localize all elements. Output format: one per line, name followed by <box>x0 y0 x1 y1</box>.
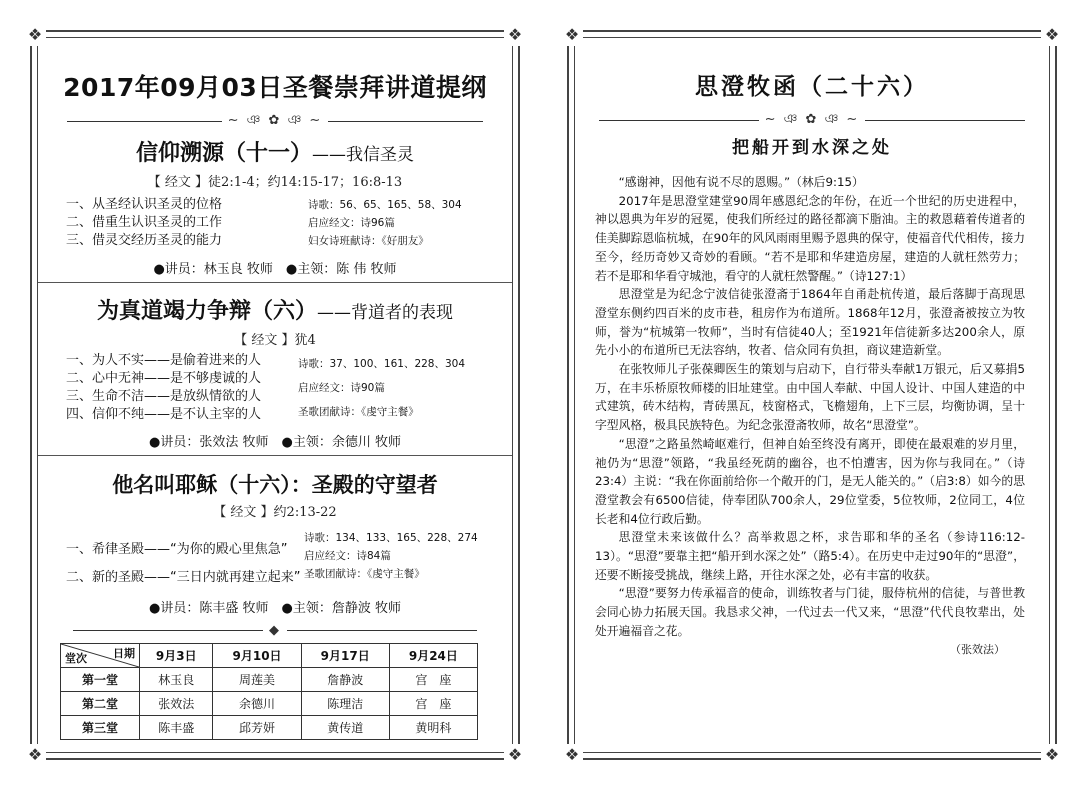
table-cell: 张效法 <box>140 692 213 716</box>
speaker-line-2: ●讲员：张效法 牧师 ●主领：余德川 牧师 <box>149 435 401 450</box>
scripture-ref-3: 【 经文 】约2:13-22 <box>213 505 337 520</box>
paragraph: 思澄堂是为纪念宁波信徒张澄斋于1864年自甬赴杭传道，最后落脚于高现思澄堂东侧约四百米的皮市巷，租房作为布道所。1868年12月，张澄斋被按立为牧师，誉为“杭城第一牧师”，当时有信徒40人；至1921年信徒新多达200余人，原先小小的布道所已无法容纳，牧者、信众同有负担，商议建造新堂。 <box>595 287 1025 358</box>
responsive-reading: 启应经文：诗84篇 <box>304 550 391 562</box>
worship-info-3 <box>304 529 478 583</box>
scripture-ref-1: 【 经文 】徒2:1-4；约14:15-17；16:8-13 <box>147 175 403 190</box>
sermon-point: 三、借灵交经历圣灵的能力 <box>66 233 223 248</box>
sermon-point: 二、新的圣殿——“三日内就再建立起来” <box>66 570 301 585</box>
worship-info-1 <box>308 196 462 250</box>
date-header: 9月10日 <box>213 644 301 668</box>
table-cell: 周莲美 <box>213 668 301 692</box>
letter-subtitle: 把船开到水深之处 <box>732 138 892 158</box>
corner-ornament-icon: ❖ <box>24 744 46 766</box>
sermon-point: 二、借重生认识圣灵的工作 <box>66 215 223 230</box>
corner-ornament-icon: ❖ <box>24 24 46 46</box>
corner-ornament-icon: ❖ <box>504 744 526 766</box>
choir-anthem: 圣歌团献诗：《虔守主餐》 <box>304 568 425 580</box>
paragraph: 在张牧师儿子张葆卿医生的策划与启动下，自行带头奉献1万银元，后又募捐5万，在丰乐桥原牧师楼的旧址建堂。由中国人奉献、中国人设计、中国人建造的中式建筑，砖木结构，青砖黑瓦，枝窗格式，飞檐翅角，上下三层，均衡协调，呈十字型风格，极具民族特色。为纪念张澄斋牧师，故名“思澄堂”。 <box>595 362 1025 433</box>
date-header: 9月3日 <box>140 644 213 668</box>
bottom-ornament <box>30 620 520 639</box>
speaker-line-3: ●讲员：陈丰盛 牧师 ●主领：詹静波 牧师 <box>149 601 401 616</box>
table-cell: 黄传道 <box>301 716 389 740</box>
corner-ornament-icon: ❖ <box>561 744 583 766</box>
paragraph: 思澄堂未来该做什么？高举救恩之杯，求告耶和华的圣名（参诗116:12-13）。“思澄”要靠主把“船开到水深之处”（路5:4）。在历史中走过90年的“思澄”，还要不断接受挑战，继续上路，开往水深之处，必有丰富的收获。 <box>595 530 1025 582</box>
table-header-row <box>61 644 478 668</box>
table-cell: 宫 座 <box>389 668 477 692</box>
ornament-icon: ~ ঞ ✿ ঞ ~ <box>764 112 860 127</box>
sermon-points-3 <box>66 536 300 592</box>
corner-ornament-icon: ❖ <box>1041 24 1063 46</box>
hymn-list: 诗歌：134、133、165、228、274 <box>304 532 478 544</box>
sermon-title-3: 他名叫耶稣（十六）：圣殿的守望者 <box>112 473 438 497</box>
table-cell: 陈丰盛 <box>140 716 213 740</box>
responsive-reading: 启应经文：诗90篇 <box>298 382 385 394</box>
corner-ornament-icon: ❖ <box>1041 744 1063 766</box>
service-label: 第二堂 <box>61 692 140 716</box>
preacher-schedule-table <box>60 643 478 740</box>
paragraph: “思澄”之路虽然崎岖难行，但神自始至终没有离开，即使在最艰难的岁月里，祂仍为“思澄”领路，“我虽经死荫的幽谷，也不怕遭害，因为你与我同在。”（诗23:4）主说：“我在你面前给你一个敞开的门，是无人能关的。”（启3:8）如今的思澄堂教会有6500信徒，侍奉团队700余人，29位堂委，5位牧师，2位同工，4位长老和4位行政后勤。 <box>595 436 1025 526</box>
sermon-title-1: 信仰溯源（十一）——我信圣灵 <box>135 141 414 166</box>
table-row <box>61 716 478 740</box>
date-header: 9月17日 <box>301 644 389 668</box>
table-cell: 黄明科 <box>389 716 477 740</box>
table-cell: 陈理洁 <box>301 692 389 716</box>
sermon-points-2 <box>66 352 261 424</box>
service-label: 第一堂 <box>61 668 140 692</box>
service-label: 第三堂 <box>61 716 140 740</box>
letter-body <box>595 173 1025 659</box>
hymn-list: 诗歌：37、100、161、228、304 <box>298 358 466 370</box>
sermon-point: 一、为人不实——是偷着进来的人 <box>66 353 262 368</box>
responsive-reading: 启应经文：诗96篇 <box>308 217 395 229</box>
corner-ornament-icon: ❖ <box>561 24 583 46</box>
sermon-point: 四、信仰不纯——是不认主宰的人 <box>66 407 262 422</box>
pastoral-letter-title: 思澄牧函（二十六） <box>695 74 929 100</box>
speaker-line-1: ●讲员：林玉良 牧师 ●主领：陈 伟 牧师 <box>153 262 397 277</box>
sermon-points-1 <box>66 196 222 250</box>
title-ornament <box>567 110 1057 131</box>
table-corner-cell: 堂次 日期 <box>61 644 140 668</box>
bulletin-title: 2017年09月03日圣餐崇拜讲道提纲 <box>63 73 487 102</box>
paragraph: “感谢神，因他有说不尽的恩赐。”（林后9:15） <box>618 175 864 189</box>
title-ornament <box>30 111 520 132</box>
table-row <box>61 668 478 692</box>
sermon-title-2: 为真道竭力争辩（六）——背道者的表现 <box>96 299 453 324</box>
left-page <box>27 25 523 764</box>
table-row <box>61 692 478 716</box>
section-divider <box>38 282 512 283</box>
hymn-list: 诗歌：56、65、165、58、304 <box>308 199 462 211</box>
table-cell: 余德川 <box>213 692 301 716</box>
author-signature: （张效法） <box>950 642 1005 656</box>
choir-anthem: 圣歌团献诗：《虔守主餐》 <box>298 406 419 418</box>
table-cell: 林玉良 <box>140 668 213 692</box>
paragraph: “思澄”要努力传承福音的使命，训练牧者与门徒，服侍杭州的信徒，与普世教会同心协力拓展天国。我恳求父神，一代过去一代又来，“思澄”代代良牧辈出，处处开遍福音之花。 <box>595 586 1025 638</box>
ornament-icon: ~ ঞ ✿ ঞ ~ <box>227 113 323 128</box>
worship-info-2 <box>298 352 465 424</box>
corner-ornament-icon: ❖ <box>504 24 526 46</box>
paragraph: 2017年是思澄堂建堂90周年感恩纪念的年份，在近一个世纪的历史进程中，神以恩典为年岁的冠冕，使我们所经过的路径都滴下脂油。主的救恩藉着传道者的佳美脚踪恩临杭城，在90年的风风雨雨里赐予恩典的保守，使福音代代相传，接力至今，经历奇妙又奇妙的看顾。“若不是耶和华建造房屋，建造的人就枉然劳力；若不是耶和华看守城池，看守的人就枉然警醒。”（诗127:1） <box>595 193 1025 283</box>
scripture-ref-2: 【 经文 】犹4 <box>234 333 316 348</box>
section-divider <box>38 455 512 456</box>
table-cell: 宫 座 <box>389 692 477 716</box>
right-page <box>564 25 1060 764</box>
choir-anthem: 妇女诗班献诗：《好朋友》 <box>308 235 429 247</box>
diamond-icon: ◆ <box>269 623 281 638</box>
sermon-point: 一、希律圣殿——“为你的殿心里焦急” <box>66 542 288 557</box>
sermon-point: 一、从圣经认识圣灵的位格 <box>66 197 223 212</box>
date-header: 9月24日 <box>389 644 477 668</box>
table-cell: 邱芳妍 <box>213 716 301 740</box>
sermon-point: 二、心中无神——是不够虔诚的人 <box>66 371 262 386</box>
sermon-point: 三、生命不洁——是放纵情欲的人 <box>66 389 262 404</box>
table-cell: 詹静波 <box>301 668 389 692</box>
